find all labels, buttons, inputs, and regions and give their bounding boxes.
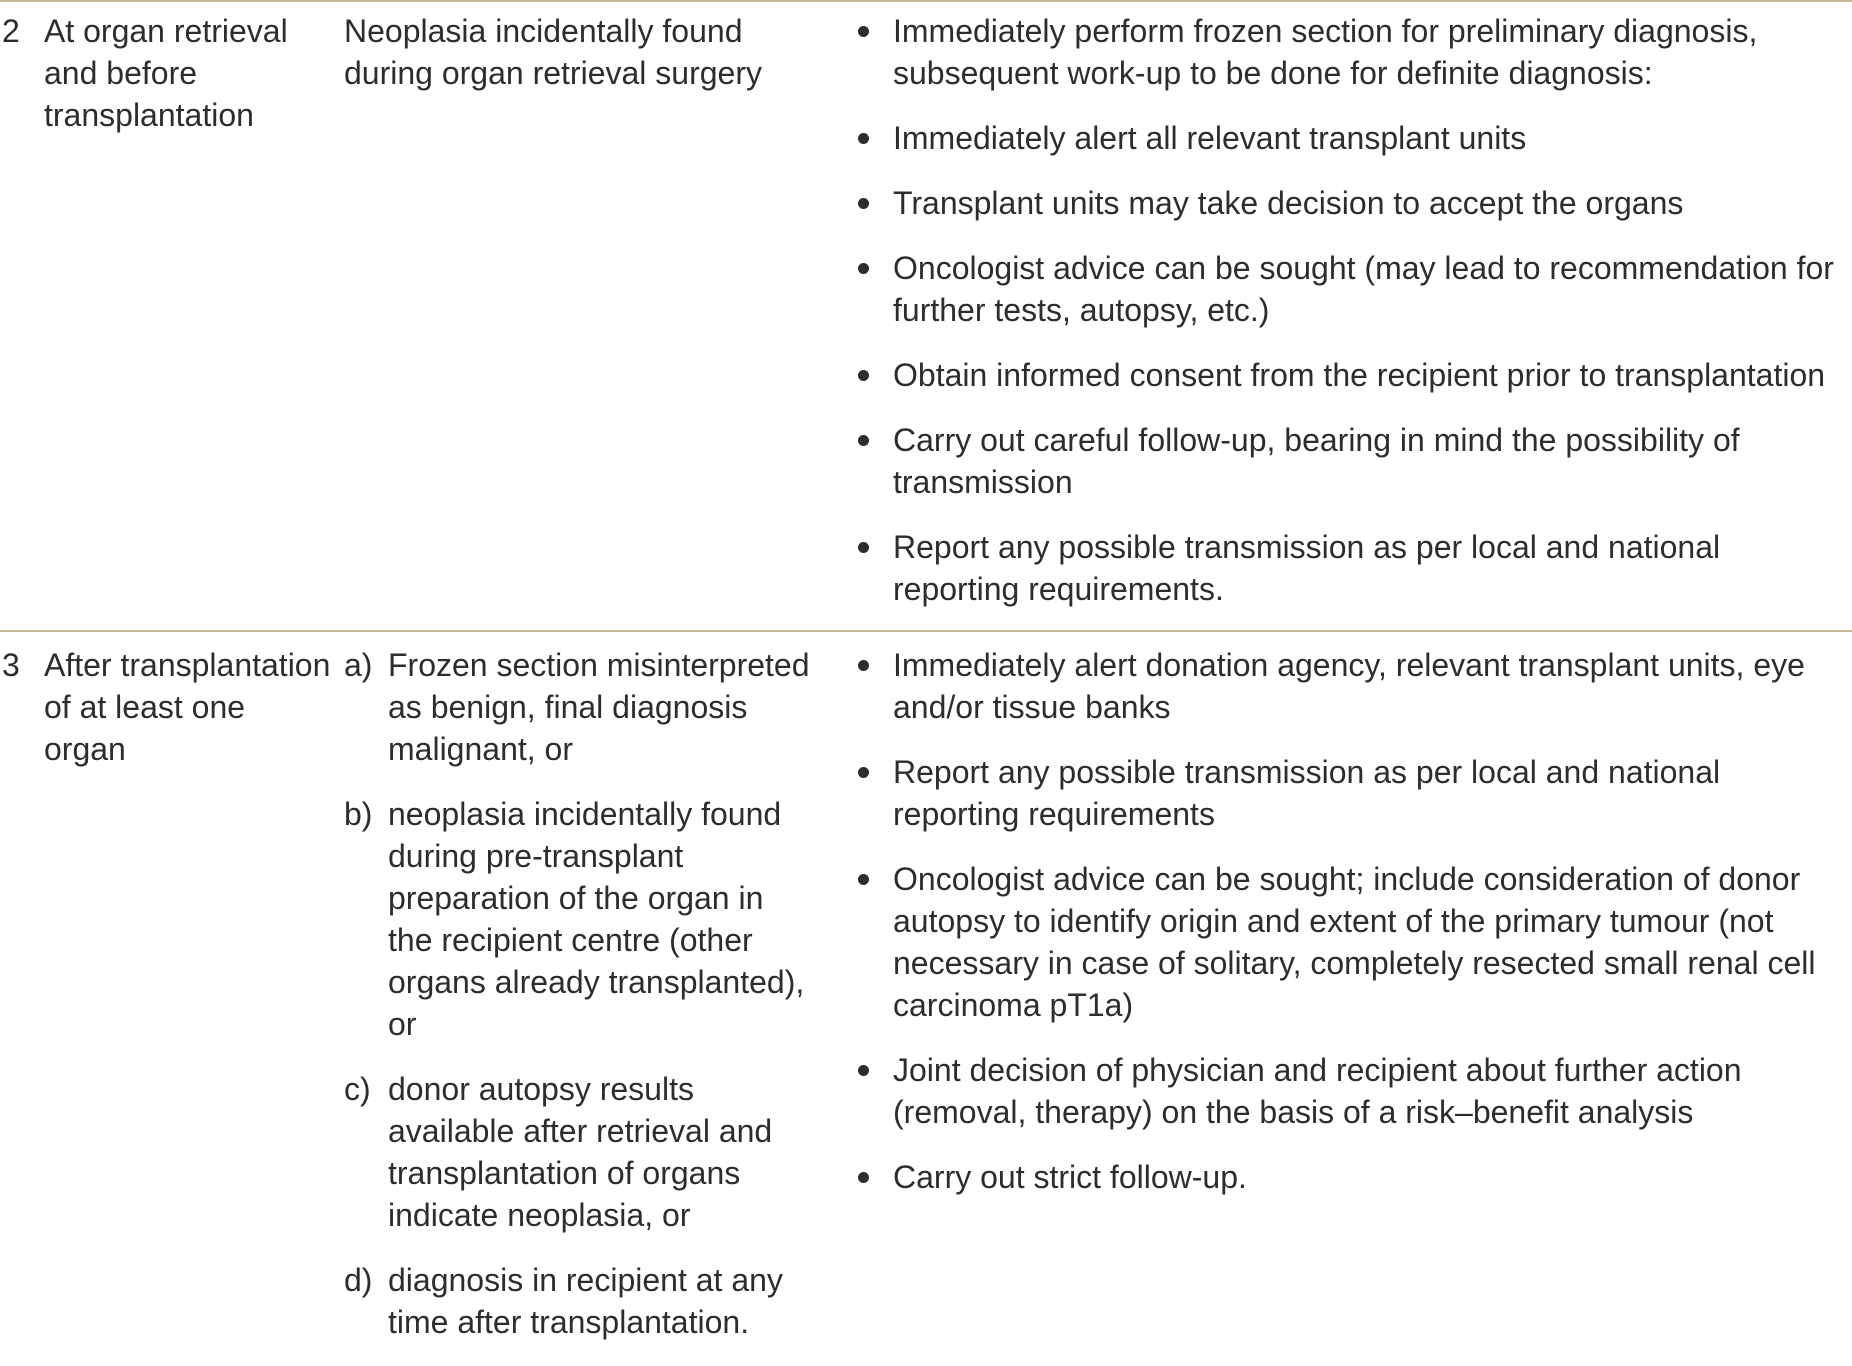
trigger-item [344, 1068, 814, 1236]
action-text: Obtain informed consent from the recipient prior to transplantation [893, 357, 1826, 393]
trigger-description: Neoplasia incidentally found during organ retrieval surgery [344, 13, 762, 91]
bullet-icon [858, 435, 869, 446]
trigger-marker: c) [344, 1071, 371, 1107]
bullet-icon [858, 1065, 869, 1076]
action-text: Transplant units may take decision to accept the organs [893, 185, 1684, 221]
trigger-text: Frozen section misinterpreted as benign, final diagnosis malignant, or [388, 647, 810, 767]
action-item [858, 419, 1852, 503]
stage-description: After transplantation of at least one organ [44, 647, 331, 767]
action-text: Joint decision of physician and recipient about further action (removal, therapy) on the basis of a risk–benefit analysis [893, 1052, 1742, 1130]
bullet-icon [858, 767, 869, 778]
bullet-icon [858, 133, 869, 144]
action-text: Carry out strict follow-up. [893, 1159, 1247, 1195]
bullet-icon [858, 263, 869, 274]
action-item [858, 751, 1852, 835]
action-text: Immediately perform frozen section for preliminary diagnosis, subsequent work-up to be done for definite diagnosis: [893, 13, 1758, 91]
action-item [858, 182, 1852, 224]
row-separator-rule [0, 630, 1852, 632]
action-text: Oncologist advice can be sought; include consideration of donor autopsy to identify origin and extent of the primary tumour (not necessary in case of solitary, completely resected small renal cell carcinoma pT1a) [893, 861, 1816, 1023]
action-text: Report any possible transmission as per local and national reporting requirements. [893, 529, 1721, 607]
bullet-icon [858, 660, 869, 671]
action-item [858, 247, 1852, 331]
action-item [858, 1049, 1852, 1133]
trigger-item [344, 1259, 814, 1343]
bullet-icon [858, 370, 869, 381]
trigger-text: neoplasia incidentally found during pre-transplant preparation of the organ in the recipient centre (other organs already transplanted), or [388, 796, 805, 1042]
bullet-icon [858, 542, 869, 553]
action-text: Report any possible transmission as per local and national reporting requirements [893, 754, 1721, 832]
action-item [858, 644, 1852, 728]
trigger-text: donor autopsy results available after retrieval and transplantation of organs indicate neoplasia, or [388, 1071, 773, 1233]
stage-description: At organ retrieval and before transplantation [44, 13, 288, 133]
trigger-marker: b) [344, 796, 373, 832]
action-item [858, 526, 1852, 610]
table-top-rule [0, 0, 1852, 2]
stage-number: 3 [2, 647, 20, 683]
action-text: Carry out careful follow-up, bearing in mind the possibility of transmission [893, 422, 1740, 500]
bullet-icon [858, 26, 869, 37]
trigger-marker: d) [344, 1262, 373, 1298]
bullet-icon [858, 1172, 869, 1183]
bullet-icon [858, 198, 869, 209]
action-text: Oncologist advice can be sought (may lead to recommendation for further tests, autopsy, etc.) [893, 250, 1834, 328]
trigger-marker: a) [344, 647, 373, 683]
trigger-text: diagnosis in recipient at any time after transplantation. [388, 1262, 783, 1340]
action-item [858, 858, 1852, 1026]
action-item [858, 10, 1852, 94]
trigger-item [344, 644, 814, 770]
action-item [858, 354, 1852, 396]
action-text: Immediately alert donation agency, relevant transplant units, eye and/or tissue banks [893, 647, 1805, 725]
action-item [858, 1156, 1852, 1198]
stage-number: 2 [2, 13, 20, 49]
actions-list [858, 10, 1852, 633]
action-item [858, 117, 1852, 159]
action-text: Immediately alert all relevant transplant units [893, 120, 1527, 156]
bullet-icon [858, 874, 869, 885]
actions-list [858, 644, 1852, 1221]
trigger-item [344, 793, 814, 1045]
trigger-list [344, 644, 814, 1366]
